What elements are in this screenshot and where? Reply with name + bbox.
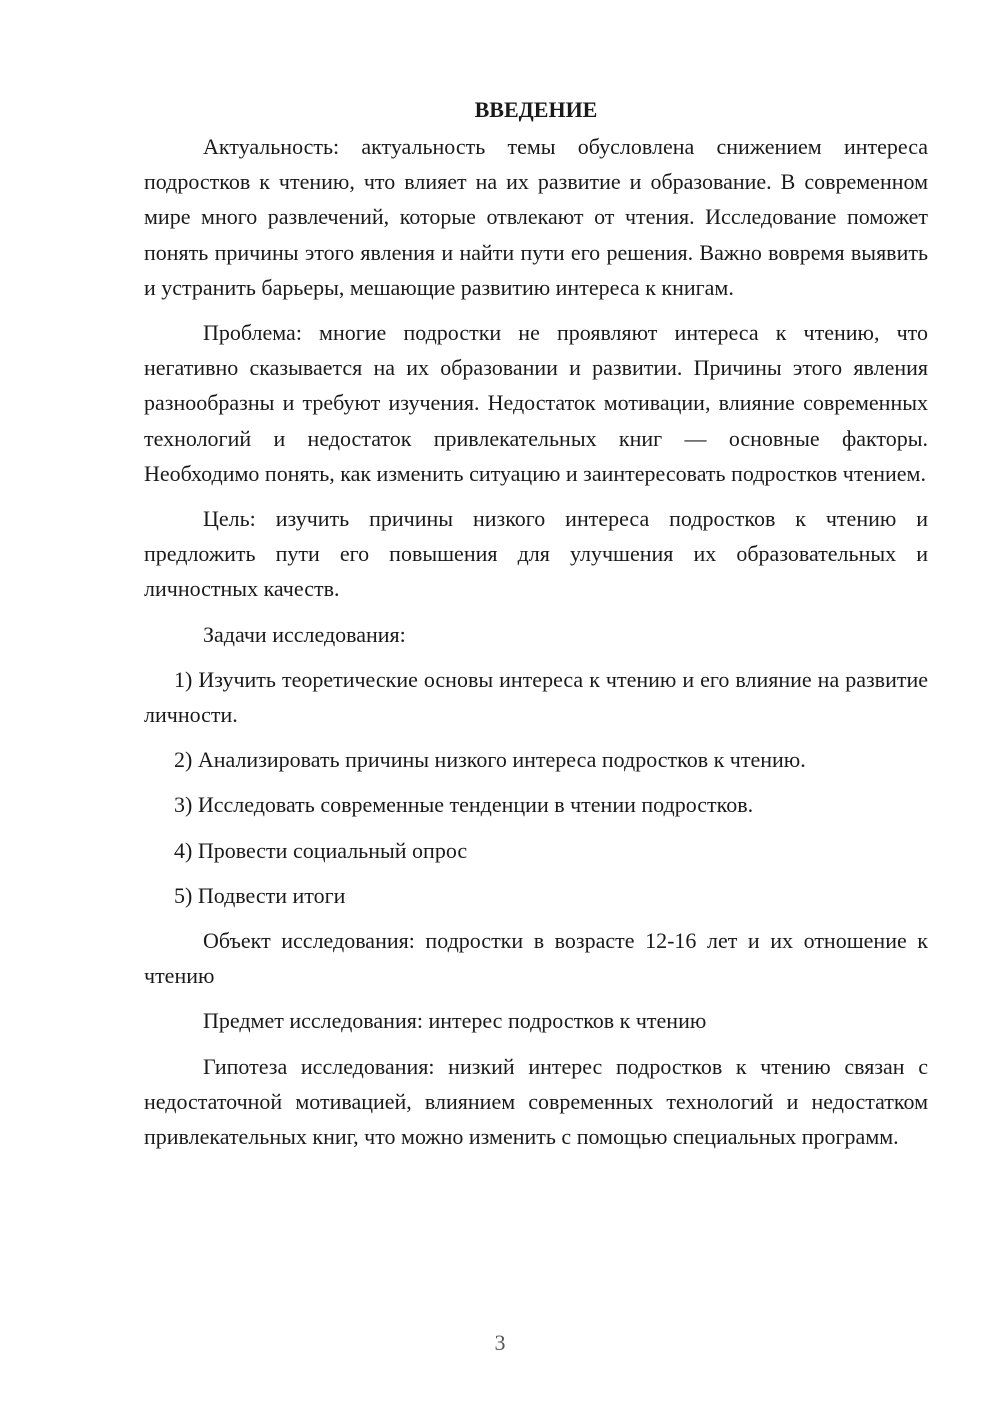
paragraph-hypothesis: Гипотеза исследования: низкий интерес подростков к чтению связан с недостаточной мотивацией, влиянием современных технологий и недостатком привлекательных книг, что можно изменить с помощью специальных программ. [144, 1053, 928, 1150]
section-heading: ВВЕДЕНИЕ [474, 97, 598, 122]
task-item-5: 5) Подвести итоги [174, 882, 346, 908]
paragraph-subject: Предмет исследования: интерес подростков к чтению [203, 1008, 707, 1034]
paragraph-relevance: Актуальность: актуальность темы обусловлена снижением интереса подростков к чтению, что влияет на их развитие и образование. В современном мире много развлечений, которые отвлекают от чтения. Исследование поможет понять причины этого явления и найти пути его решения. Важно вовремя выявить и устранить барьеры, мешающие развитию интереса к книгам. [144, 134, 928, 300]
page-number: 3 [494, 1330, 506, 1355]
task-item-2: 2) Анализировать причины низкого интереса подростков к чтению. [174, 747, 806, 773]
task-item-3: 3) Исследовать современные тенденции в чтении подростков. [174, 792, 754, 818]
paragraph-tasks-title: Задачи исследования: [203, 621, 406, 647]
document-page [144, 92, 928, 1164]
task-item-1: 1) Изучить теоретические основы интереса к чтению и его влияние на развитие личности. [144, 666, 928, 728]
paragraph-object: Объект исследования: подростки в возрасте 12-16 лет и их отношение к чтению [144, 928, 928, 989]
task-item-4: 4) Провести социальный опрос [174, 837, 468, 863]
paragraph-problem: Проблема: многие подростки не проявляют интереса к чтению, что негативно сказывается на их образовании и развитии. Причины этого явления разнообразны и требуют изучения. Недостаток мотивации, влияние современных технологий и недостаток привлекательных книг — основные факторы. Необходимо понять, как изменить ситуацию и заинтересовать подростков чтением. [144, 320, 928, 486]
paragraph-goal: Цель: изучить причины низкого интереса подростков к чтению и предложить пути его повышения для улучшения их образовательных и личностных качеств. [144, 506, 928, 602]
